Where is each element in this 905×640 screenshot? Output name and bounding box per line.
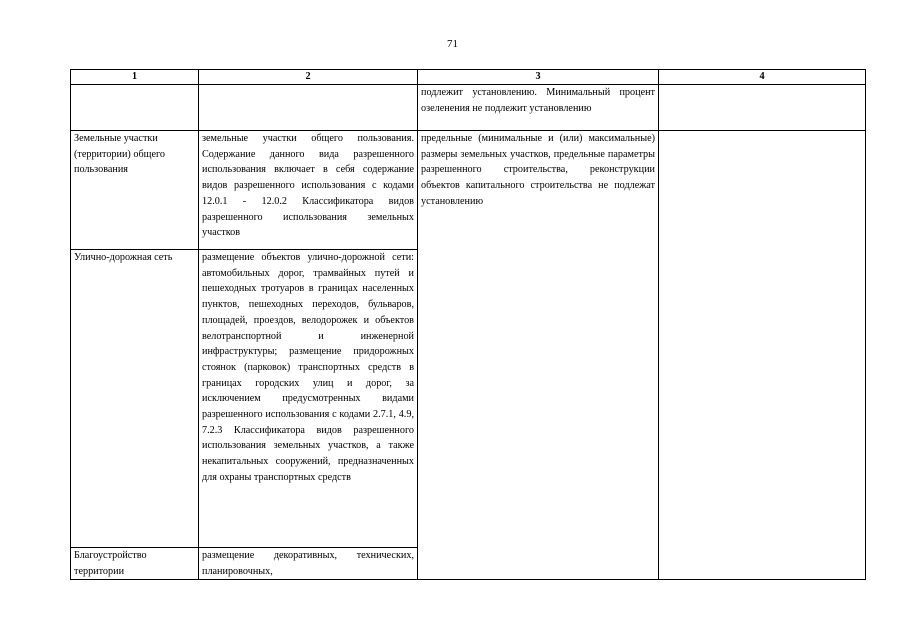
regulations-table [70,69,866,580]
cell-notes [659,85,866,131]
cell-parameters: подлежит установлению. Минимальный процент озеленения не подлежит установлению [418,85,659,131]
cell-description [199,85,418,131]
cell-name [71,85,199,131]
cell-description: размещение объектов улично-дорожной сети: автомобильных дорог, трамвайных путей и пешеходных тротуаров в границах населенных пунктов, пешеходных переходов, бульваров, площадей, проездов, велодорожек и объектов велотранспортной и инженерной инфраструктуры; размещение придорожных стоянок (парковок) транспортных средств в границах городских улиц и дорог, за исключением предусмотренных видами разрешенного использования с кодами 2.7.1, 4.9, 7.2.3 Классификатора видов разрешенного использования земельных участков, а также некапитальных сооружений, предназначенных для охраны транспортных средств [199,250,418,548]
cell-name: Благоустройство территории [71,548,199,580]
header-col-4: 4 [659,70,866,85]
table-row [71,131,866,250]
header-col-3: 3 [418,70,659,85]
cell-parameters: предельные (минимальные и (или) максимальные) размеры земельных участков, предельные параметры разрешенного строительства, реконструкции объектов капитального строительства не подлежат установлению [418,131,659,580]
table-header-row [71,70,866,85]
cell-name: Улично-дорожная сеть [71,250,199,548]
cell-description: размещение декоративных, технических, планировочных, [199,548,418,580]
page-number: 71 [447,38,458,50]
header-col-1: 1 [71,70,199,85]
header-col-2: 2 [199,70,418,85]
cell-notes [659,131,866,580]
cell-description: земельные участки общего пользования. Содержание данного вида разрешенного использования включает в себя содержание видов разрешенного использования с кодами 12.0.1 - 12.0.2 Классификатора видов разрешенного использования земельных участков [199,131,418,250]
table-row [71,85,866,131]
cell-name: Земельные участки (территории) общего пользования [71,131,199,250]
